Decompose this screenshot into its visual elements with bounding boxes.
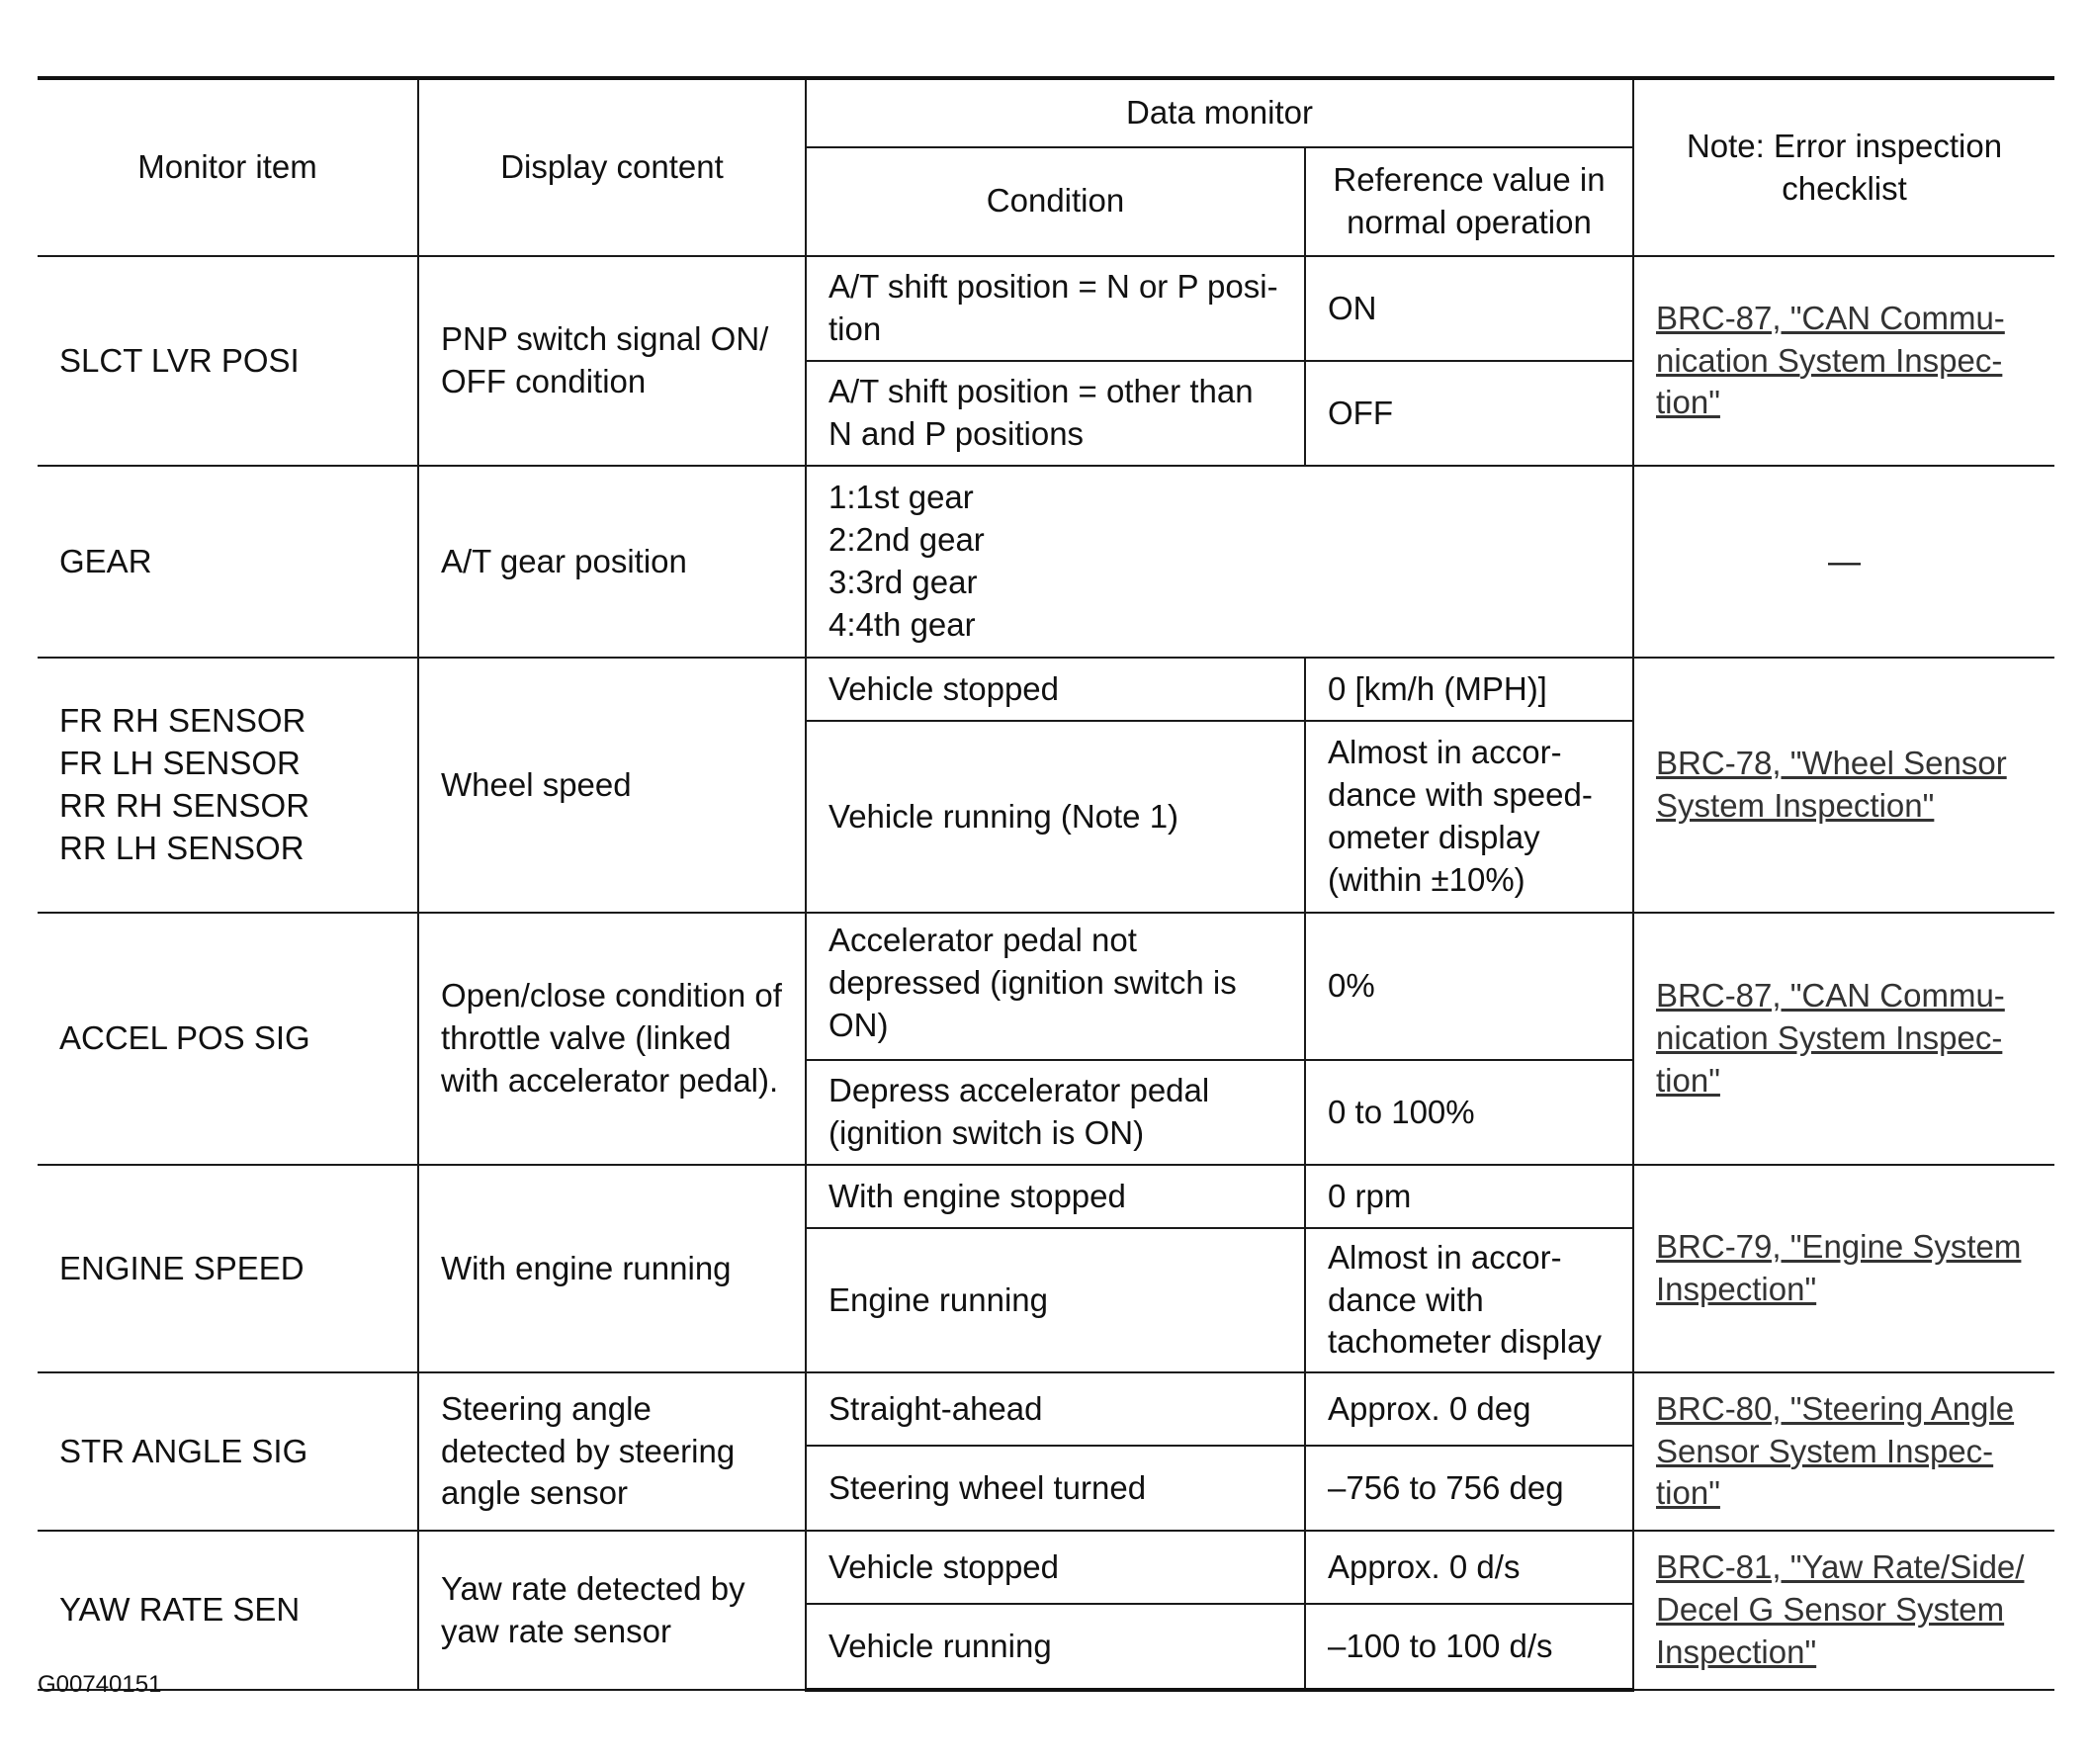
reference-value-cell: Approx. 0 d/s <box>1305 1531 1633 1604</box>
display-content-cell: PNP switch signal ON/ OFF condition <box>418 256 806 466</box>
reference-value-cell: ON <box>1305 256 1633 361</box>
header-data-monitor: Data monitor <box>806 78 1633 147</box>
monitor-item-cell: YAW RATE SEN <box>38 1531 418 1690</box>
condition-cell: Accelerator pedal not depressed (ignition switch is ON) <box>806 913 1305 1060</box>
reference-value-cell: 0% <box>1305 913 1633 1060</box>
condition-cell: Vehicle stopped <box>806 1531 1305 1604</box>
reference-value-cell: OFF <box>1305 361 1633 466</box>
condition-cell: A/T shift position = other than N and P positions <box>806 361 1305 466</box>
gear-value: 3:3rd gear <box>828 564 978 600</box>
reference-value-cell: Almost in accor- dance with tachometer display <box>1305 1228 1633 1372</box>
condition-cell: Vehicle stopped <box>806 658 1305 721</box>
header-reference-value: Reference value in normal operation <box>1305 147 1633 256</box>
display-content-cell: Open/close condition of throttle valve (linked with accelerator pedal). <box>418 913 806 1165</box>
display-content-cell: Steering angle detected by steering angle sensor <box>418 1372 806 1531</box>
reference-value-cell: –756 to 756 deg <box>1305 1446 1633 1531</box>
reference-value-cell: –100 to 100 d/s <box>1305 1604 1633 1690</box>
note-cell <box>1633 256 2054 466</box>
monitor-item-cell: ENGINE SPEED <box>38 1165 418 1372</box>
gear-value: 2:2nd gear <box>828 521 985 559</box>
reference-value-cell: 0 [km/h (MPH)] <box>1305 658 1633 721</box>
figure-code: G00740151 <box>38 1671 162 1698</box>
display-content-cell: With engine running <box>418 1165 806 1372</box>
wheel-sensor-item: RR LH SENSOR <box>59 829 305 866</box>
condition-cell: A/T shift position = N or P posi- tion <box>806 256 1305 361</box>
table-row <box>38 913 2054 1060</box>
note-link-wheel-sensor[interactable]: BRC-78, "Wheel Sensor System Inspection" <box>1656 745 2007 824</box>
reference-value-cell: Approx. 0 deg <box>1305 1372 1633 1446</box>
header-condition: Condition <box>806 147 1305 256</box>
note-link-steering-angle[interactable]: BRC-80, "Steering Angle Sensor System Inspec- tion" <box>1656 1389 2015 1512</box>
note-link-can-communication[interactable]: BRC-87, "CAN Commu- nication System Inspec- tion" <box>1656 299 2005 421</box>
display-content-cell: Yaw rate detected by yaw rate sensor <box>418 1531 806 1690</box>
monitor-item-cell: STR ANGLE SIG <box>38 1372 418 1531</box>
note-cell <box>1633 1165 2054 1372</box>
table-row <box>38 1165 2054 1228</box>
monitor-item-cell: GEAR <box>38 466 418 658</box>
header-note: Note: Error inspection checklist <box>1633 78 2054 256</box>
table-row <box>38 1372 2054 1446</box>
wheel-sensor-item: FR LH SENSOR <box>59 745 301 782</box>
gear-value: 4:4th gear <box>828 605 976 643</box>
note-link-can-communication[interactable]: BRC-87, "CAN Commu- nication System Inspec- tion" <box>1656 977 2005 1099</box>
condition-cell: Vehicle running (Note 1) <box>806 721 1305 913</box>
wheel-sensor-item: FR RH SENSOR <box>59 702 306 740</box>
table-row <box>38 1531 2054 1604</box>
table-row <box>38 466 2054 658</box>
header-display-content: Display content <box>418 78 806 256</box>
note-link-yaw-rate[interactable]: BRC-81, "Yaw Rate/Side/ Decel G Sensor System Inspection" <box>1656 1548 2025 1670</box>
gear-value: 1:1st gear <box>828 479 974 516</box>
note-cell: — <box>1633 466 2054 658</box>
gear-values-cell <box>806 466 1633 658</box>
note-link-engine-system[interactable]: BRC-79, "Engine System Inspection" <box>1656 1228 2022 1307</box>
header-monitor-item: Monitor item <box>38 78 418 256</box>
reference-value-cell: 0 to 100% <box>1305 1060 1633 1165</box>
display-content-cell: Wheel speed <box>418 658 806 913</box>
note-cell <box>1633 1531 2054 1690</box>
condition-cell: Straight-ahead <box>806 1372 1305 1446</box>
note-cell <box>1633 1372 2054 1531</box>
wheel-sensor-item: RR RH SENSOR <box>59 787 310 824</box>
table-row <box>38 658 2054 721</box>
monitor-item-cell: ACCEL POS SIG <box>38 913 418 1165</box>
condition-cell: Steering wheel turned <box>806 1446 1305 1531</box>
data-monitor-table <box>38 76 2054 1692</box>
note-cell <box>1633 913 2054 1165</box>
note-cell <box>1633 658 2054 913</box>
condition-cell: Engine running <box>806 1228 1305 1372</box>
display-content-cell: A/T gear position <box>418 466 806 658</box>
condition-cell: Depress accelerator pedal (ignition switch is ON) <box>806 1060 1305 1165</box>
header-row-1 <box>38 78 2054 147</box>
condition-cell: Vehicle running <box>806 1604 1305 1690</box>
condition-cell: With engine stopped <box>806 1165 1305 1228</box>
monitor-item-cell: SLCT LVR POSI <box>38 256 418 466</box>
table-row <box>38 256 2054 361</box>
reference-value-cell: 0 rpm <box>1305 1165 1633 1228</box>
monitor-item-cell <box>38 658 418 913</box>
reference-value-cell: Almost in accor- dance with speed- ometer display (within ±10%) <box>1305 721 1633 913</box>
